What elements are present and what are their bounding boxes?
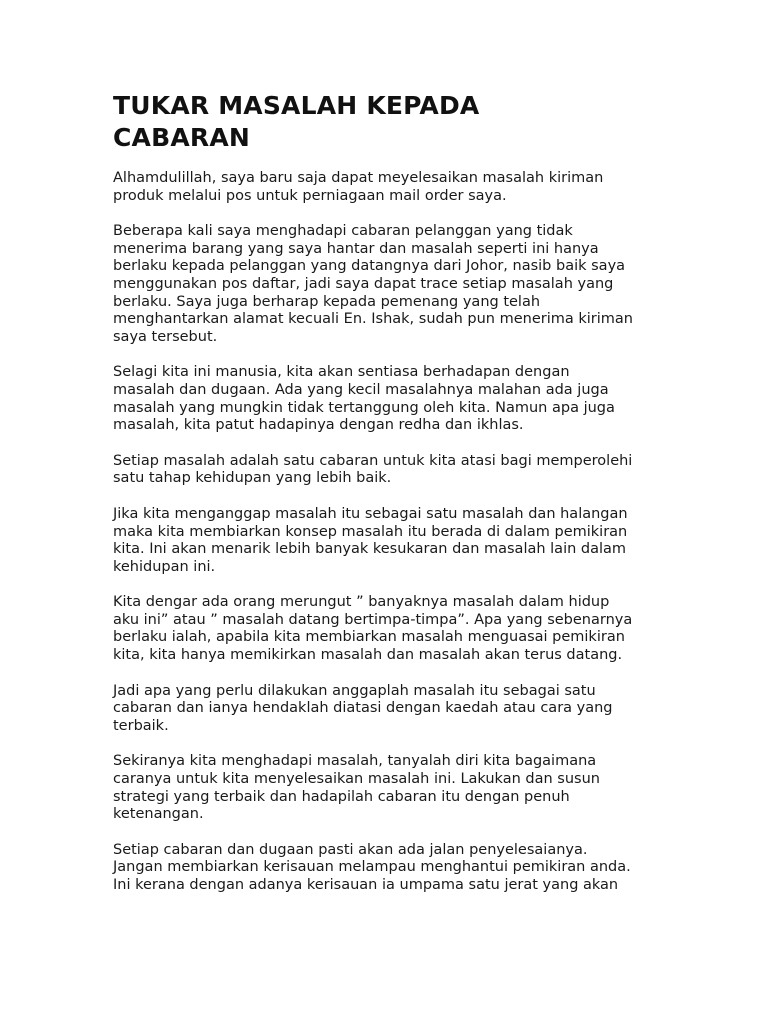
paragraph [113,594,673,664]
document-body [113,90,673,913]
paragraph-line: kita. Ini akan menarik lebih banyak kesukaran dan masalah lain dalam [113,541,627,558]
title-line: TUKAR MASALAH KEPADA [113,91,480,120]
paragraph [113,453,673,488]
paragraph-line: Jadi apa yang perlu dilakukan anggaplah masalah itu sebagai satu [113,682,596,699]
paragraph-line: Sekiranya kita menghadapi masalah, tanyalah diri kita bagaimana [113,753,597,770]
paragraph-line: Ini kerana dengan adanya kerisauan ia umpama satu jerat yang akan [113,877,619,893]
paragraph [113,842,673,895]
paragraph-line: ketenangan. [113,806,204,823]
paragraph-line: Kita dengar ada orang merungut ” banyaknya masalah dalam hidup [113,594,610,611]
paragraph-line: masalah, kita patut hadapinya dengan redha dan ikhlas. [113,417,524,434]
paragraph-line: produk melalui pos untuk perniagaan mail order saya. [113,187,507,204]
paragraph [113,223,673,346]
paragraph [113,506,673,576]
paragraph-line: maka kita membiarkan konsep masalah itu berada di dalam pemikiran [113,523,628,540]
paragraph-line: menggunakan pos daftar, jadi saya dapat trace setiap masalah yang [113,275,614,292]
paragraph-line: Setiap masalah adalah satu cabaran untuk kita atasi bagi memperolehi [113,452,633,469]
paragraph-line: Selagi kita ini manusia, kita akan sentiasa berhadapan dengan [113,364,570,381]
paragraph-line: Jangan membiarkan kerisauan melampau menghantui pemikiran anda. [113,859,631,876]
paragraph [113,683,673,736]
paragraph-line: saya tersebut. [113,328,218,345]
paragraph-line: menghantarkan alamat kecuali En. Ishak, sudah pun menerima kiriman [113,311,633,328]
paragraph [113,170,673,205]
paragraph-list [113,170,673,895]
paragraph-line: terbaik. [113,717,169,734]
paragraph-line: Beberapa kali saya menghadapi cabaran pelanggan yang tidak [113,223,573,240]
paragraph-line: cabaran dan ianya hendaklah diatasi dengan kaedah atau cara yang [113,700,613,717]
paragraph-line: Setiap cabaran dan dugaan pasti akan ada jalan penyelesaianya. [113,841,588,858]
paragraph-line: satu tahap kehidupan yang lebih baik. [113,470,392,487]
paragraph-line: masalah yang mungkin tidak tertanggung oleh kita. Namun apa juga [113,399,615,416]
paragraph [113,753,673,823]
paragraph-line: berlaku. Saya juga berharap kepada pemenang yang telah [113,293,541,310]
paragraph-line: Jika kita menganggap masalah itu sebagai satu masalah dan halangan [113,505,628,522]
paragraph-line: caranya untuk kita menyelesaikan masalah ini. Lakukan dan susun [113,771,600,788]
paragraph-line: Alhamdulillah, saya baru saja dapat meyelesaikan masalah kiriman [113,170,604,186]
paragraph [113,364,673,434]
paragraph-line: strategi yang terbaik dan hadapilah cabaran itu dengan penuh [113,788,570,805]
paragraph-line: kita, kita hanya memikirkan masalah dan masalah akan terus datang. [113,647,623,664]
paragraph-line: kehidupan ini. [113,558,216,575]
paragraph-line: aku ini” atau ” masalah datang bertimpa-timpa”. Apa yang sebenarnya [113,611,633,628]
title-line: CABARAN [113,123,251,152]
paragraph-line: masalah dan dugaan. Ada yang kecil masalahnya malahan ada juga [113,381,609,398]
paragraph-line: menerima barang yang saya hantar dan masalah seperti ini hanya [113,240,599,257]
document-title [113,90,673,154]
paragraph-line: berlaku kepada pelanggan yang datangnya dari Johor, nasib baik saya [113,258,626,275]
paragraph-line: berlaku ialah, apabila kita membiarkan masalah menguasai pemikiran [113,629,625,646]
